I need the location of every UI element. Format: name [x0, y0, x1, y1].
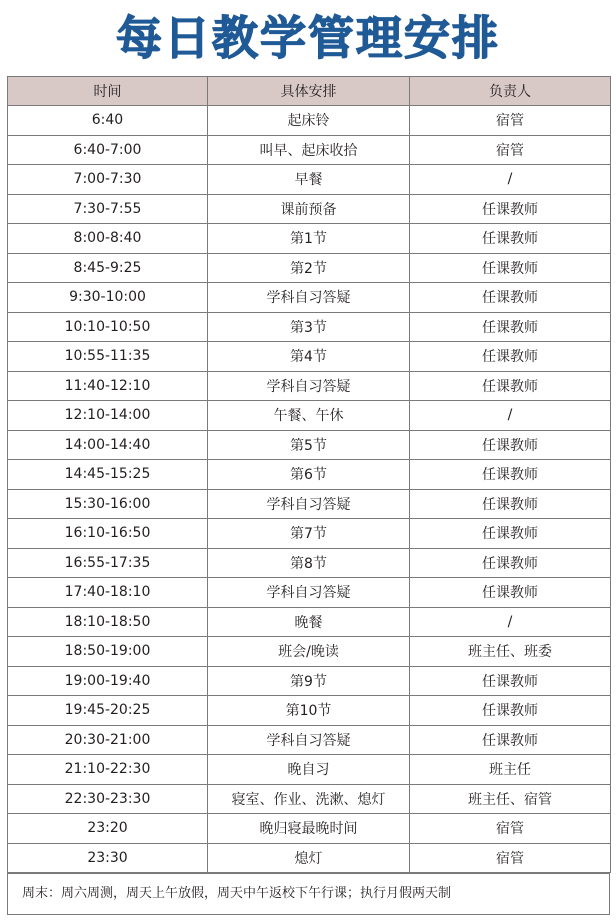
cell-person-in-charge: 任课教师 [410, 696, 611, 726]
cell-person-in-charge: 班主任、宿管 [410, 784, 611, 814]
cell-person-in-charge: 任课教师 [410, 342, 611, 372]
cell-person-in-charge: 任课教师 [410, 312, 611, 342]
schedule-table [7, 76, 611, 873]
cell-time: 9:30-10:00 [8, 283, 208, 313]
cell-arrangement: 第3节 [208, 312, 410, 342]
table-row [8, 253, 611, 283]
cell-time: 18:50-19:00 [8, 637, 208, 667]
header-time: 时间 [8, 77, 208, 106]
cell-time: 19:45-20:25 [8, 696, 208, 726]
cell-person-in-charge: 任课教师 [410, 489, 611, 519]
cell-time: 16:55-17:35 [8, 548, 208, 578]
cell-time: 7:00-7:30 [8, 165, 208, 195]
table-header-row [8, 77, 611, 106]
cell-time: 16:10-16:50 [8, 519, 208, 549]
table-row [8, 460, 611, 490]
cell-arrangement: 课前预备 [208, 194, 410, 224]
cell-arrangement: 第2节 [208, 253, 410, 283]
cell-person-in-charge: 宿管 [410, 814, 611, 844]
cell-time: 10:10-10:50 [8, 312, 208, 342]
table-row [8, 637, 611, 667]
cell-arrangement: 第9节 [208, 666, 410, 696]
weekend-note: 周末：周六周测，周天上午放假，周天中午返校下午行课；执行月假两天制 [7, 873, 610, 915]
cell-person-in-charge: / [410, 607, 611, 637]
cell-time: 17:40-18:10 [8, 578, 208, 608]
cell-person-in-charge: 任课教师 [410, 578, 611, 608]
cell-arrangement: 学科自习答疑 [208, 283, 410, 313]
table-row [8, 135, 611, 165]
table-row [8, 312, 611, 342]
cell-arrangement: 班会/晚读 [208, 637, 410, 667]
cell-person-in-charge: 宿管 [410, 843, 611, 873]
cell-time: 18:10-18:50 [8, 607, 208, 637]
table-row [8, 371, 611, 401]
cell-person-in-charge: 宿管 [410, 106, 611, 136]
table-row [8, 784, 611, 814]
cell-time: 23:20 [8, 814, 208, 844]
table-row [8, 401, 611, 431]
cell-arrangement: 寝室、作业、洗漱、熄灯 [208, 784, 410, 814]
table-row [8, 843, 611, 873]
cell-arrangement: 熄灯 [208, 843, 410, 873]
cell-time: 19:00-19:40 [8, 666, 208, 696]
table-row [8, 607, 611, 637]
cell-person-in-charge: 班主任 [410, 755, 611, 785]
cell-person-in-charge: 宿管 [410, 135, 611, 165]
cell-arrangement: 晚归寝最晚时间 [208, 814, 410, 844]
cell-person-in-charge: 任课教师 [410, 666, 611, 696]
cell-person-in-charge: 任课教师 [410, 725, 611, 755]
table-row [8, 165, 611, 195]
cell-arrangement: 学科自习答疑 [208, 725, 410, 755]
table-row [8, 814, 611, 844]
cell-time: 15:30-16:00 [8, 489, 208, 519]
table-row [8, 725, 611, 755]
cell-person-in-charge: 任课教师 [410, 194, 611, 224]
cell-arrangement: 晚自习 [208, 755, 410, 785]
cell-person-in-charge: 任课教师 [410, 548, 611, 578]
table-row [8, 489, 611, 519]
table-row [8, 755, 611, 785]
cell-arrangement: 起床铃 [208, 106, 410, 136]
cell-time: 10:55-11:35 [8, 342, 208, 372]
cell-person-in-charge: 任课教师 [410, 283, 611, 313]
header-arrangement: 具体安排 [208, 77, 410, 106]
cell-person-in-charge: 任课教师 [410, 519, 611, 549]
cell-arrangement: 学科自习答疑 [208, 489, 410, 519]
cell-person-in-charge: 任课教师 [410, 460, 611, 490]
cell-arrangement: 第10节 [208, 696, 410, 726]
cell-time: 21:10-22:30 [8, 755, 208, 785]
cell-person-in-charge: 任课教师 [410, 371, 611, 401]
cell-arrangement: 早餐 [208, 165, 410, 195]
table-row [8, 283, 611, 313]
cell-time: 14:00-14:40 [8, 430, 208, 460]
cell-arrangement: 第4节 [208, 342, 410, 372]
cell-time: 11:40-12:10 [8, 371, 208, 401]
table-row [8, 578, 611, 608]
cell-arrangement: 叫早、起床收拾 [208, 135, 410, 165]
table-row [8, 548, 611, 578]
table-row [8, 106, 611, 136]
cell-time: 12:10-14:00 [8, 401, 208, 431]
cell-time: 7:30-7:55 [8, 194, 208, 224]
cell-arrangement: 晚餐 [208, 607, 410, 637]
cell-time: 23:30 [8, 843, 208, 873]
cell-arrangement: 第5节 [208, 430, 410, 460]
table-row [8, 696, 611, 726]
cell-time: 14:45-15:25 [8, 460, 208, 490]
table-row [8, 519, 611, 549]
cell-person-in-charge: 任课教师 [410, 430, 611, 460]
page-title: 每日教学管理安排 [116, 11, 500, 65]
cell-time: 20:30-21:00 [8, 725, 208, 755]
cell-time: 6:40-7:00 [8, 135, 208, 165]
table-row [8, 342, 611, 372]
cell-arrangement: 第7节 [208, 519, 410, 549]
table-row [8, 194, 611, 224]
cell-arrangement: 午餐、午休 [208, 401, 410, 431]
cell-person-in-charge: / [410, 401, 611, 431]
cell-time: 8:00-8:40 [8, 224, 208, 254]
table-row [8, 224, 611, 254]
cell-person-in-charge: 任课教师 [410, 253, 611, 283]
cell-person-in-charge: / [410, 165, 611, 195]
cell-person-in-charge: 班主任、班委 [410, 637, 611, 667]
cell-arrangement: 学科自习答疑 [208, 371, 410, 401]
cell-time: 22:30-23:30 [8, 784, 208, 814]
cell-arrangement: 学科自习答疑 [208, 578, 410, 608]
cell-time: 8:45-9:25 [8, 253, 208, 283]
table-body [8, 106, 611, 873]
header-person-in-charge: 负责人 [410, 77, 611, 106]
cell-time: 6:40 [8, 106, 208, 136]
cell-arrangement: 第1节 [208, 224, 410, 254]
table-row [8, 666, 611, 696]
cell-arrangement: 第8节 [208, 548, 410, 578]
cell-arrangement: 第6节 [208, 460, 410, 490]
table-row [8, 430, 611, 460]
cell-person-in-charge: 任课教师 [410, 224, 611, 254]
